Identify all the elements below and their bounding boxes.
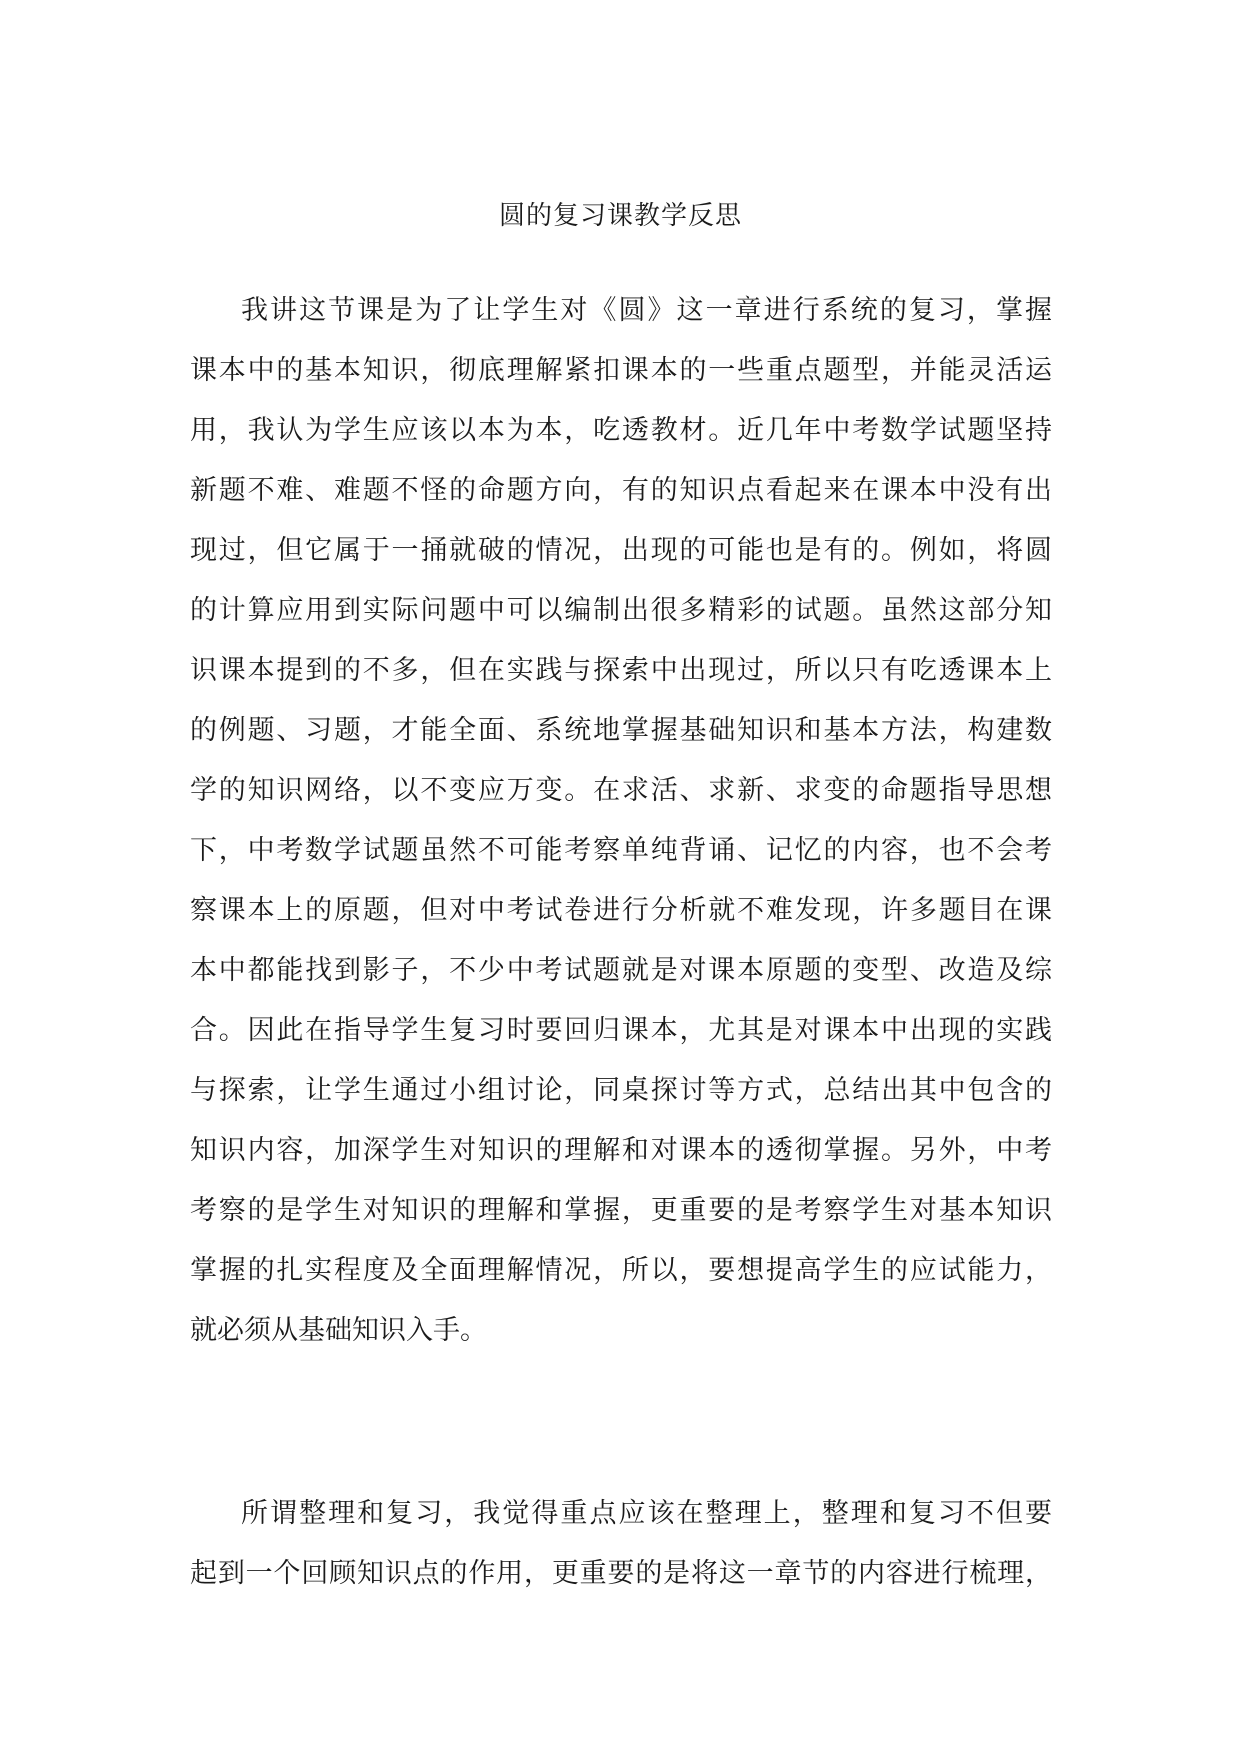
paragraph-line: 的计算应用到实际问题中可以编制出很多精彩的试题。虽然这部分知	[190, 595, 1052, 626]
paragraph-1	[190, 281, 1052, 1361]
paragraph-line: 我讲这节课是为了让学生对《圆》这一章进行系统的复习，掌握	[241, 295, 1052, 326]
paragraph-line: 下，中考数学试题虽然不可能考察单纯背诵、记忆的内容，也不会考	[190, 835, 1052, 866]
paragraph-line: 起到一个回顾知识点的作用，更重要的是将这一章节的内容进行梳理，	[190, 1558, 1052, 1589]
paragraph-line: 课本中的基本知识，彻底理解紧扣课本的一些重点题型，并能灵活运	[190, 355, 1052, 386]
paragraph-line: 考察的是学生对知识的理解和掌握，更重要的是考察学生对基本知识	[190, 1195, 1052, 1226]
paragraph-line: 与探索，让学生通过小组讨论，同桌探讨等方式，总结出其中包含的	[190, 1075, 1052, 1106]
paragraph-line: 现过，但它属于一捅就破的情况，出现的可能也是有的。例如，将圆	[190, 535, 1052, 566]
document-title: 圆的复习课教学反思	[498, 201, 742, 231]
paragraph-line: 知识内容，加深学生对知识的理解和对课本的透彻掌握。另外，中考	[190, 1135, 1052, 1166]
paragraph-line: 察课本上的原题，但对中考试卷进行分析就不难发现，许多题目在课	[190, 895, 1052, 926]
paragraph-line: 就必须从基础知识入手。	[190, 1315, 487, 1346]
paragraph-line: 识课本提到的不多，但在实践与探索中出现过，所以只有吃透课本上	[190, 655, 1052, 686]
paragraph-2	[190, 1484, 1052, 1604]
paragraph-line: 的例题、习题，才能全面、系统地掌握基础知识和基本方法，构建数	[190, 715, 1052, 746]
paragraph-line: 掌握的扎实程度及全面理解情况，所以，要想提高学生的应试能力，	[190, 1255, 1052, 1286]
paragraph-line: 学的知识网络，以不变应万变。在求活、求新、求变的命题指导思想	[190, 775, 1052, 806]
paragraph-line: 用，我认为学生应该以本为本，吃透教材。近几年中考数学试题坚持	[190, 415, 1052, 446]
paragraph-line: 新题不难、难题不怪的命题方向，有的知识点看起来在课本中没有出	[190, 475, 1052, 506]
paragraph-line: 合。因此在指导学生复习时要回归课本，尤其是对课本中出现的实践	[190, 1015, 1052, 1046]
paragraph-line: 本中都能找到影子，不少中考试题就是对课本原题的变型、改造及综	[190, 955, 1052, 986]
paragraph-line: 所谓整理和复习，我觉得重点应该在整理上，整理和复习不但要	[241, 1498, 1052, 1529]
